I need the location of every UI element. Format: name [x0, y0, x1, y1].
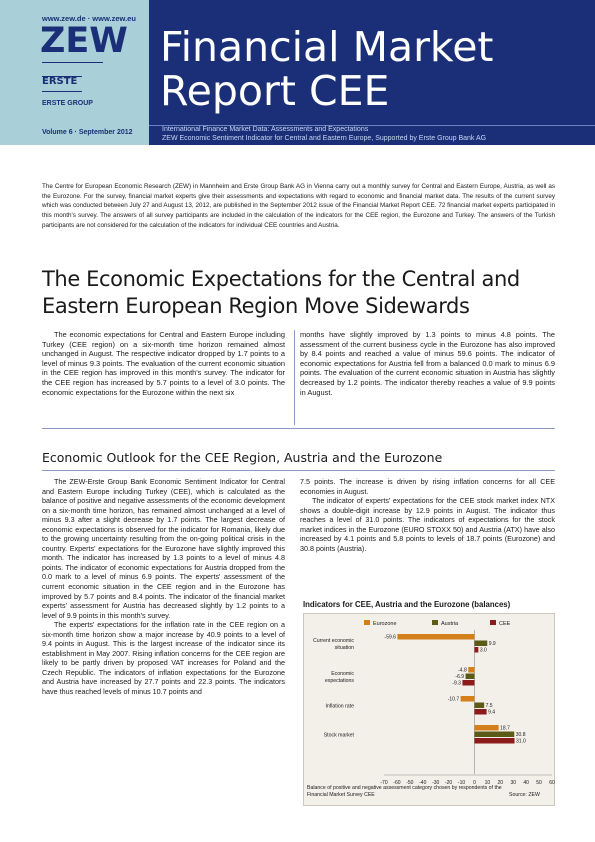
report-title-line-2: Report CEE [160, 67, 390, 115]
legend-swatch-cee [490, 620, 496, 625]
lead-column-2: months have slightly improved by 1.3 points to minus 4.8 points. The assessment of the current business cycle in the Eurozone has also improved by 8.4 points and reached a value of minus 59.6 points. The indicator of economic expectations for Austria fell from a balanced 0.0 mark to minus 6.9 points. The evaluation of the current economic situation in Austria has slightly decreased by 1.2 points. The indicator thereby reaches a value of 9.9 points in August. [300, 330, 555, 397]
website-url[interactable]: www.zew.de · www.zew.eu [42, 14, 136, 23]
bar-value-label: 18.7 [500, 725, 510, 732]
category-label: Economic [331, 670, 354, 677]
bar-eurozone [461, 696, 475, 702]
erste-logo: ERSTE [42, 76, 78, 87]
report-title-line-1: Financial Market [160, 23, 494, 71]
bar-value-label: 30.8 [515, 732, 526, 738]
category-label: Stock market [323, 732, 354, 739]
x-tick-label: -50 [406, 780, 414, 786]
zew-logo: ZEW [40, 21, 128, 61]
bar-austria [474, 641, 487, 647]
bar-cee [474, 709, 486, 715]
x-tick-label: 10 [484, 780, 491, 786]
legend-swatch-eurozone [364, 620, 370, 625]
x-tick-label: 30 [510, 780, 517, 786]
bar-value-label: 9.9 [488, 641, 496, 647]
section-right-paragraph-2: The indicator of experts' expectations for the CEE stock market index NTX shows a double-digit increase by 12.9 points in August. The indicator thus reaches a level of 31.0 points. The indicators of expectations for the stock market indices in the Eurozone (EURO STOXX 50) and Austria (ATX) have also increased by 4.1 points and 5.8 points to levels of 18.7 points (Eurozone) and 30.8 points (Austria). [300, 496, 555, 553]
bar-value-label: 7.5 [485, 703, 493, 709]
section-left-column [42, 477, 285, 697]
section-right-paragraph-1: 7.5 points. The increase is driven by rising inflation concerns for all CEE economies in August. [300, 477, 555, 496]
bar-cee [474, 647, 478, 653]
bar-value-label: -59.6 [384, 634, 396, 641]
bar-value-label: 3.0 [479, 647, 487, 654]
bar-value-label: 31.0 [516, 738, 526, 745]
bar-eurozone [397, 634, 474, 640]
x-tick-label: -10 [457, 780, 466, 786]
category-label: situation [334, 644, 354, 651]
bar-austria [474, 732, 514, 738]
bar-value-label: -9.3 [452, 680, 461, 687]
bar-value-label: 9.4 [488, 709, 496, 716]
x-tick-label: -60 [393, 780, 401, 786]
bar-eurozone [468, 667, 474, 673]
chart-note [307, 785, 502, 799]
bar-value-label: -4.8 [458, 667, 467, 674]
chart-source: Source: ZEW [509, 792, 540, 798]
x-tick-label: -30 [432, 780, 440, 786]
main-headline [42, 266, 562, 320]
section-left-paragraph-1: The ZEW-Erste Group Bank Economic Sentiment Indicator for Central and Eastern Europe including Turkey (CEE), which is calculated as the balance of positive and negative assessments of the economic development on a six-month time horizon, has remained almost unchanged at a level of minus 9.3 after a slight decrease by 1.7 points. The largest decrease of economic expectations is observed for the indicator for Romania, likely due to the growing uncertainty resulting from the on-going political crisis in the country. Experts' expectations for the Eurozone have slightly improved this month. The indicator has increased by 1.3 points to a level of minus 4.8 points. The indicator of economic expectations for Austria dropped from the 0.0 mark to a level of minus 6.9 points. The experts' assessment of the current economic situation in the CEE region and in the Eurozone has improved by 5.7 points and 8.4 points. The indicator of the financial market experts' assessment for Austria has decreased slightly by 1.2 points to a level of 9.9 points in this month's survey. [42, 477, 285, 620]
lead-column-1: The economic expectations for Central and Eastern Europe including Turkey (CEE region) on a six-month time horizon remained almost unchanged in August. The respective indicator dropped by 1.7 points to a level of minus 9.3 points. The evaluation of the current economic situation in the CEE region has improved in this month's survey. The indicator for the CEE region has increased by 5.7 points to a level of 3.0 points. The economic expectations for the Eurozone within the next six [42, 330, 285, 397]
section-title: Economic Outlook for the CEE Region, Austria and the Eurozone [42, 450, 443, 465]
volume-info: Volume 6 · September 2012 [42, 129, 133, 136]
legend-label-cee: CEE [499, 621, 511, 627]
category-label: Current economic [313, 637, 354, 644]
x-tick-label: -20 [444, 780, 453, 786]
bar-austria [474, 703, 484, 709]
category-label: expectations [324, 677, 354, 684]
legend-label-austria: Austria [441, 621, 459, 627]
chart-panel [303, 613, 555, 806]
bar-value-label: -6.9 [455, 674, 465, 680]
chart-note-line-1: Balance of positive and negative assessment category chosen by respondents of the [307, 785, 502, 791]
bar-cee [462, 680, 474, 686]
lead-column-divider [294, 330, 295, 425]
chart-note-line-2: Financial Market Survey CEE [307, 792, 375, 798]
bar-cee [474, 738, 514, 744]
headline-line-2: Eastern European Region Move Sidewards [42, 294, 470, 318]
x-tick-label: 60 [549, 780, 555, 786]
x-tick-label: -70 [380, 780, 388, 786]
category-label: Inflation rate [325, 703, 354, 710]
x-tick-label: 0 [473, 780, 476, 786]
chart-title: Indicators for CEE, Austria and the Eurozone (balances) [303, 600, 511, 609]
section-right-column [300, 477, 555, 553]
x-tick-label: 40 [523, 780, 529, 786]
section-left-paragraph-2: The experts' expectations for the inflation rate in the CEE region on a six-month time horizon show a major increase by 40.9 points to a level of 9.4 points in August. This is the largest increase of the indicator since its establishment in May 2007. Rising inflation concerns for the CEE region are likely to be partly driven by proposed VAT increases for Poland and the Czech Republic. The indicators of inflation expectations for the Eurozone and Austria have increased by 27.7 points and 22.3 points. The indicators have thus reached levels of minus 10.7 points and [42, 620, 285, 697]
x-tick-label: 20 [497, 780, 504, 786]
bar-austria [466, 674, 475, 680]
report-subtitle-2: ZEW Economic Sentiment Indicator for Central and Eastern Europe, Supported by Erste Group Bank AG [162, 135, 487, 142]
x-tick-label: 50 [536, 780, 542, 786]
report-title [160, 25, 494, 113]
section-rule [42, 470, 555, 471]
x-tick-label: -40 [419, 780, 427, 786]
intro-paragraph: The Centre for European Economic Research (ZEW) in Mannheim and Erste Group Bank AG in Vienna carry out a monthly survey for Central and Eastern Europe, Austria, as well as the Eurozone. For the survey, financial market experts give their assessments and expectations with regard to economic and financial market data. The results of the current survey which was conducted between July 27 and August 13, 2012, are published in the September 2012 issue of the Financial Market Report CEE. 72 financial market experts participated in this month's survey. The answers of all survey participants are included in the calculation of the indicators for the CEE region, the Eurozone and Turkey. The answers of the Turkish participants are not considered for the calculation of the indicators for individual CEE countries and Austria. [42, 183, 555, 229]
bar-value-label: -10.7 [447, 696, 460, 703]
legend-swatch-austria [432, 620, 438, 625]
legend-label-eurozone: Eurozone [373, 621, 397, 627]
logo-divider [42, 62, 103, 63]
bar-eurozone [474, 725, 498, 731]
erste-group-label: ERSTE GROUP [42, 100, 93, 107]
indicator-bar-chart [304, 614, 556, 807]
lead-bottom-rule [42, 428, 555, 429]
report-subtitle-1: International Finance Market Data: Assessments and Expectations [162, 126, 369, 133]
headline-line-1: The Economic Expectations for the Central and [42, 267, 520, 291]
